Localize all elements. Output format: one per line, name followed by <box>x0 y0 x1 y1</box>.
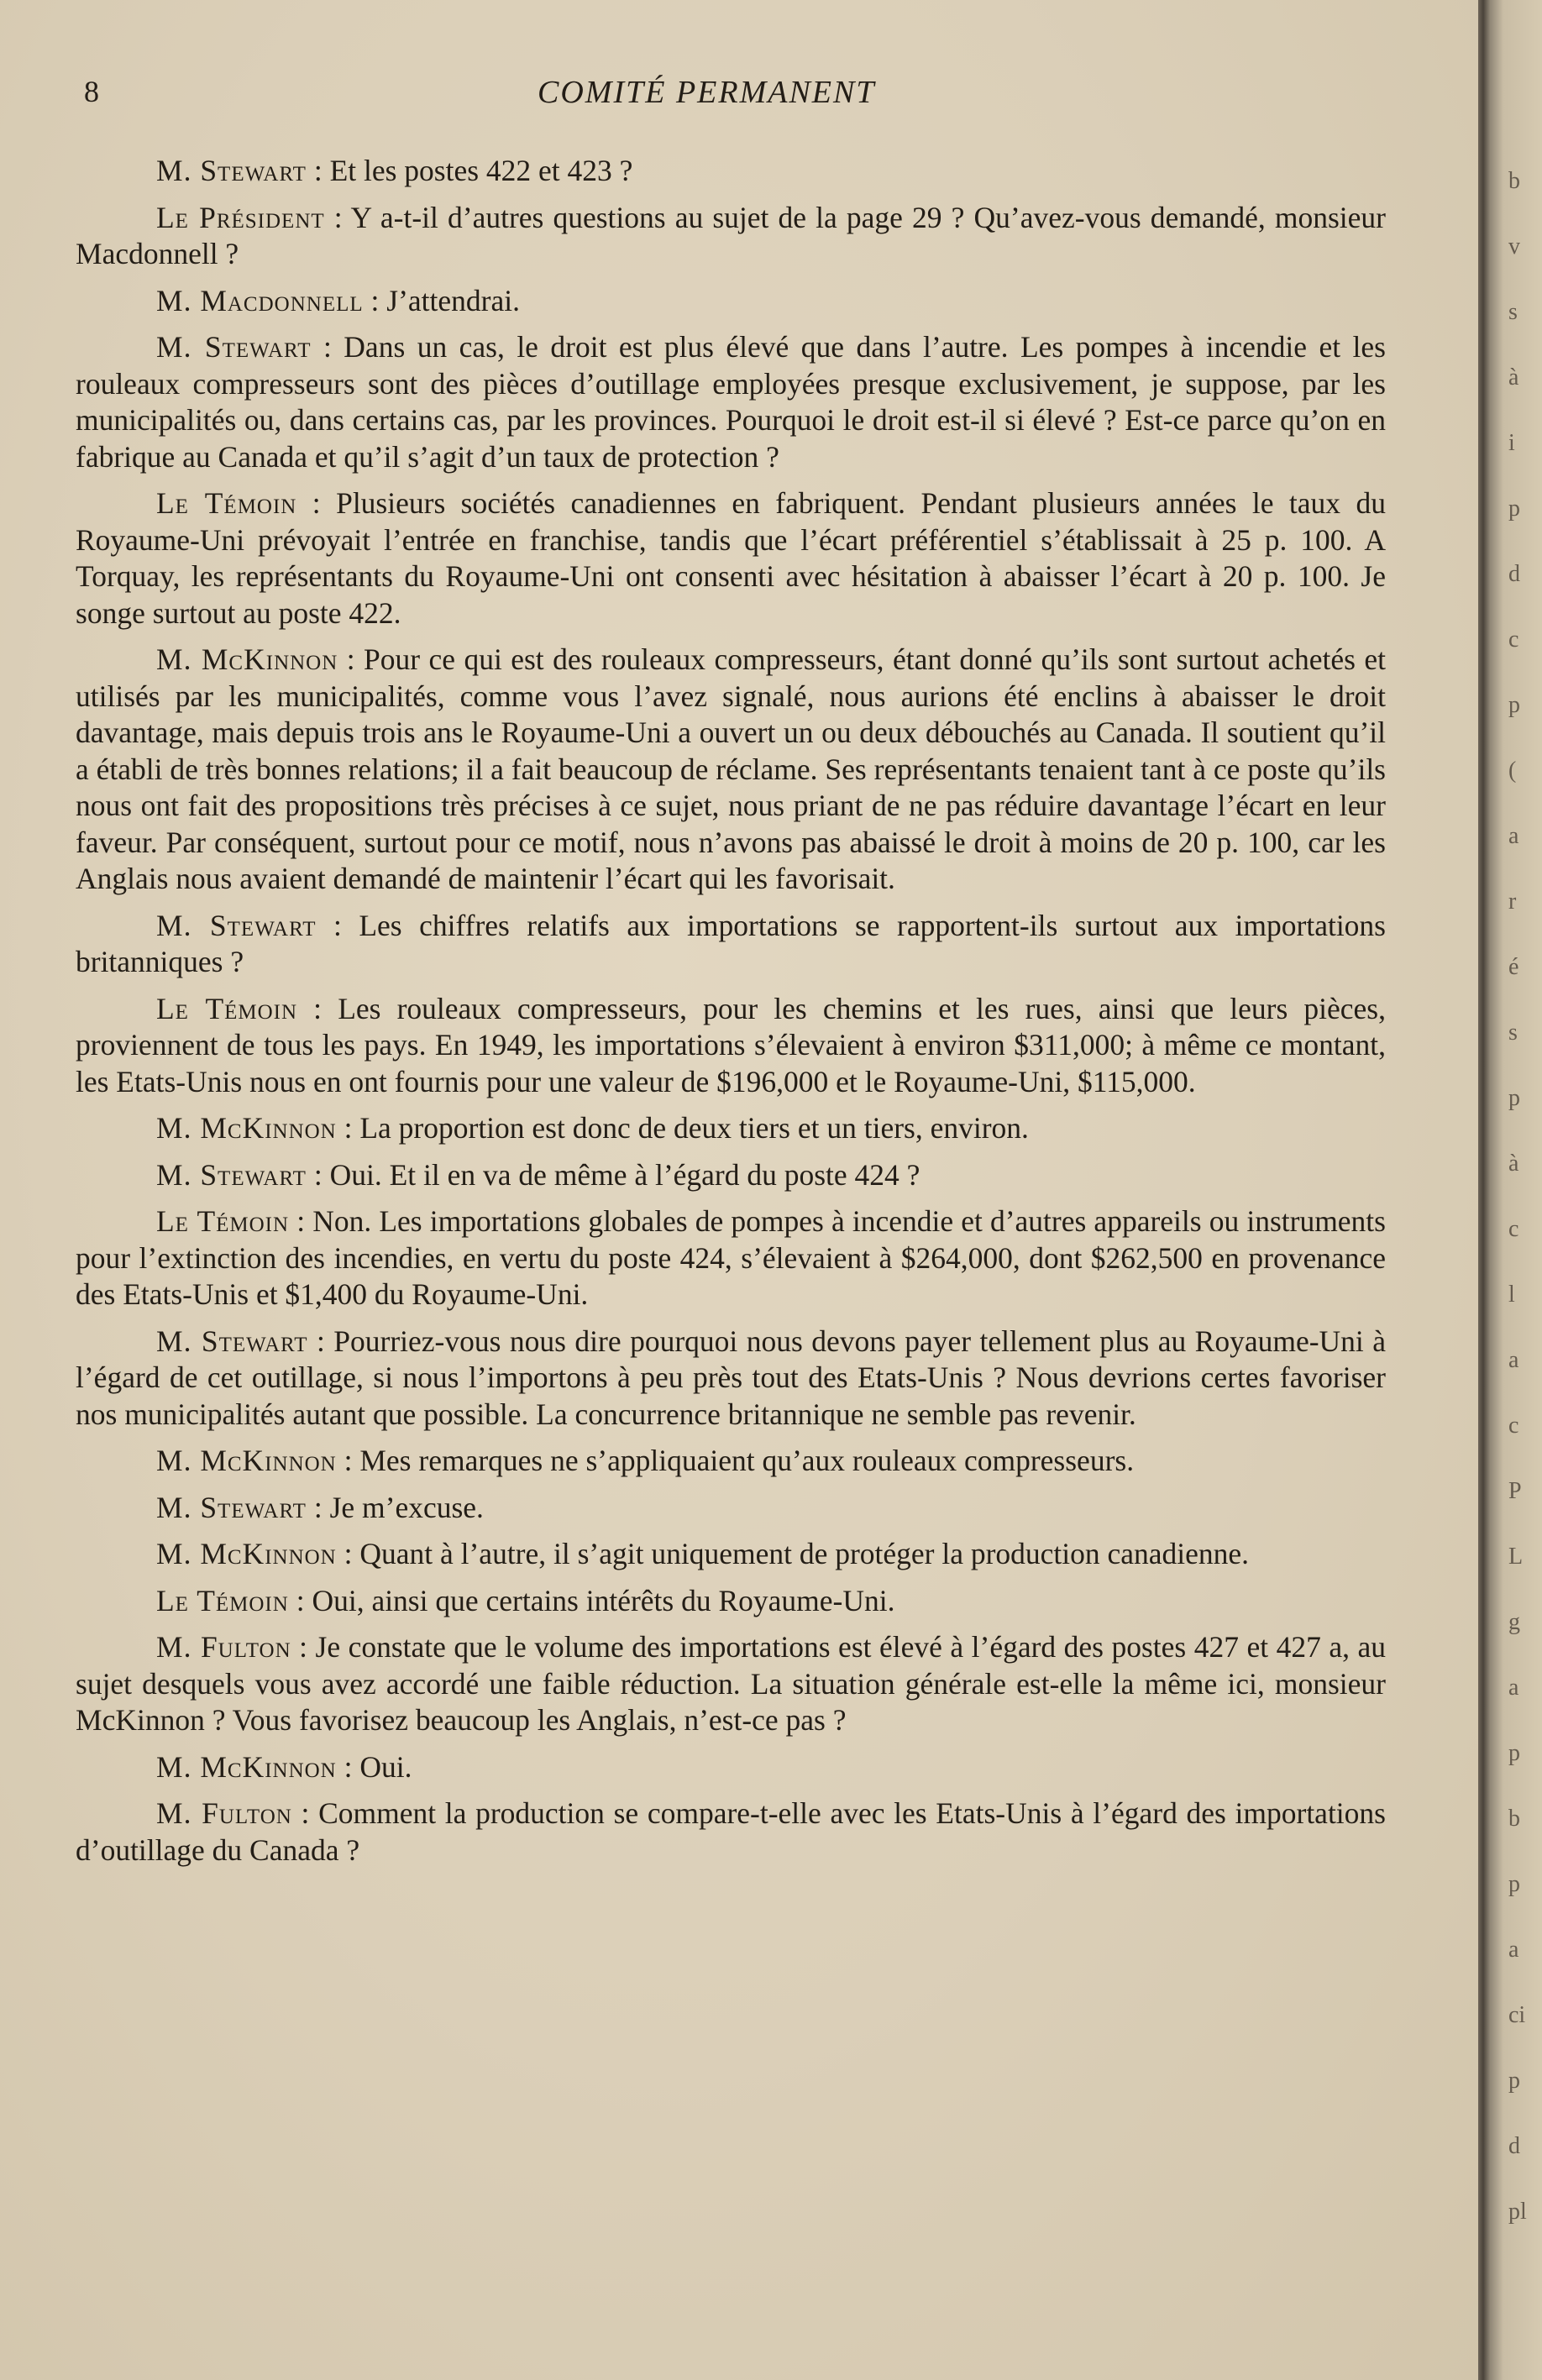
speech-text: Oui. <box>359 1749 412 1784</box>
transcript-paragraph <box>76 991 1386 1101</box>
gutter-fragment: s <box>1508 1020 1518 1046</box>
speaker-name: M. Stewart <box>156 908 317 942</box>
gutter-fragment: v <box>1508 233 1520 259</box>
speaker-name: Le Témoin <box>156 1204 290 1238</box>
document-body <box>76 153 1386 1879</box>
speaker-name: M. Stewart <box>156 1324 308 1358</box>
gutter-fragment: p <box>1508 1085 1520 1111</box>
gutter-fragment: é <box>1508 954 1519 980</box>
transcript-paragraph <box>76 908 1386 981</box>
speech-text: Les rouleaux compresseurs, pour les chemins et les rues, ainsi que leurs pièces, proviennent de tous les pays. En 1949, les importations s’élevaient à environ $311,000; à même ce montant, les Etats-Unis nous en ont fournis pour une valeur de $196,000 et le Royaume-Uni, $115,000. <box>76 991 1386 1098</box>
speech-text: Y a-t-il d’autres questions au sujet de la page 29 ? Qu’avez-vous demandé, monsieur Macdonnell ? <box>76 200 1387 270</box>
gutter-fragment: a <box>1508 823 1519 849</box>
gutter-fragment: c <box>1508 626 1519 653</box>
speaker-separator: : <box>289 1204 313 1238</box>
page-header <box>0 74 1478 116</box>
speaker-separator: : <box>306 154 330 187</box>
speaker-name: Le Témoin <box>156 486 297 520</box>
gutter-fragment: p <box>1508 1871 1520 1897</box>
speaker-name: M. Stewart <box>156 154 307 187</box>
transcript-paragraph <box>76 642 1386 898</box>
speaker-name: Le Témoin <box>156 1583 289 1617</box>
transcript-paragraph <box>76 1749 1386 1786</box>
speech-text: Les chiffres relatifs aux importations se rapportent-ils surtout aux importations britanniques ? <box>76 908 1386 978</box>
speech-text: Oui. Et il en va de même à l’égard du poste 424 ? <box>329 1157 920 1192</box>
gutter-fragment: c <box>1508 1413 1519 1439</box>
speaker-separator: : <box>316 908 359 942</box>
speaker-name: Le Président <box>156 200 325 234</box>
speaker-separator: : <box>336 1444 360 1477</box>
speech-text: Je constate que le volume des importations est élevé à l’égard des postes 427 et 427 a, au sujet desquels vous avez accordé une faible réduction. La situation générale est-elle la même ici, monsieur McKinnon ? Vous favorisez beaucoup les Anglais, n’est-ce pas ? <box>76 1630 1386 1737</box>
gutter-fragment: a <box>1508 1937 1519 1963</box>
gutter-fragment: à <box>1508 1151 1519 1177</box>
speech-text: Quant à l’autre, il s’agit uniquement de protéger la production canadienne. <box>359 1537 1250 1570</box>
speaker-name: M. McKinnon <box>156 1444 337 1477</box>
speech-text: Pour ce qui est des rouleaux compresseurs, étant donné qu’ils sont surtout achetés et utilisés par les municipalités, comme vous l’avez signalé, nous aurions été enclins à abaisser le droit davantage, mais depuis trois ans le Royaume-Uni a ouvert un ou deux débouchés au Canada. Il soutient qu’il a établi de très bonnes relations; il a fait beaucoup de réclame. Ses représentants tenaient tant à ce poste qu’ils nous ont fait des propositions très précises à ce sujet, nous priant de ne pas réduire davantage l’écart en leur faveur. Par conséquent, surtout pour ce motif, nous n’avons pas abaissé le droit à moins de 20 p. 100, car les Anglais nous avaient demandé de maintenir l’écart qui les favorisait. <box>76 642 1387 895</box>
speaker-separator: : <box>307 1324 334 1358</box>
gutter-fragment: l <box>1508 1282 1515 1308</box>
speaker-name: M. Stewart <box>156 330 312 364</box>
speech-text: Plusieurs sociétés canadiennes en fabriquent. Pendant plusieurs années le taux du Royaume-Uni prévoyait l’entrée en franchise, tandis que l’écart préférentiel s’établissait à 25 p. 100. A Torquay, les représentants du Royaume-Uni ont consenti avec hésitation à abaisser l’écart à 20 p. 100. Je songe surtout au poste 422. <box>76 486 1386 630</box>
speaker-separator: : <box>291 1796 319 1830</box>
speaker-separator: : <box>338 642 365 676</box>
speaker-separator: : <box>297 991 338 1025</box>
speech-text: J’attendrai. <box>386 283 520 317</box>
transcript-paragraph <box>76 1536 1386 1573</box>
gutter-fragment: p <box>1508 2068 1520 2094</box>
transcript-paragraph <box>76 1583 1386 1620</box>
gutter-fragment: r <box>1508 889 1517 915</box>
speaker-separator: : <box>288 1583 312 1617</box>
transcript-paragraph <box>76 1629 1386 1739</box>
speech-text: Et les postes 422 et 423 ? <box>329 154 633 187</box>
gutter-fragment: g <box>1508 1609 1520 1635</box>
speech-text: Pourriez-vous nous dire pourquoi nous devons payer tellement plus au Royaume-Uni à l’égard de cet outillage, si nous l’importons à peu près tout des Etats-Unis ? Nous devrions certes favoriser nos municipalités autant que possible. La concurrence britannique ne semble pas revenir. <box>76 1324 1386 1431</box>
speech-text: Mes remarques ne s’appliquaient qu’aux rouleaux compresseurs. <box>359 1444 1135 1477</box>
speech-text: La proportion est donc de deux tiers et un tiers, environ. <box>359 1111 1029 1145</box>
speaker-separator: : <box>336 1111 360 1145</box>
speaker-separator: : <box>336 1537 360 1570</box>
speech-text: Oui, ainsi que certains intérêts du Royaume-Uni. <box>312 1583 895 1617</box>
transcript-paragraph <box>76 485 1386 632</box>
transcript-paragraph <box>76 1443 1386 1480</box>
transcript-paragraph <box>76 1203 1386 1313</box>
speaker-name: M. Macdonnell <box>156 283 364 317</box>
gutter-fragment: c <box>1508 1216 1519 1242</box>
gutter-fragment: p <box>1508 495 1520 522</box>
speaker-separator: : <box>336 1749 360 1784</box>
gutter-fragment: L <box>1508 1544 1524 1570</box>
speaker-name: M. Fulton <box>156 1796 292 1830</box>
gutter-fragment: ( <box>1508 758 1517 784</box>
gutter-fragment: d <box>1508 2133 1520 2159</box>
gutter-fragment: a <box>1508 1347 1519 1373</box>
speaker-separator: : <box>291 1630 316 1664</box>
gutter-fragment: pl <box>1508 2199 1527 2225</box>
speaker-separator: : <box>363 283 387 317</box>
binding-gutter <box>1478 0 1542 2380</box>
speaker-separator: : <box>311 330 344 364</box>
gutter-fragment: d <box>1508 561 1520 587</box>
speaker-name: Le Témoin <box>156 991 298 1025</box>
running-head: COMITÉ PERMANENT <box>538 75 876 110</box>
speaker-separator: : <box>296 486 337 520</box>
speaker-name: M. Fulton <box>156 1630 291 1664</box>
transcript-paragraph <box>76 153 1386 190</box>
speaker-name: M. McKinnon <box>156 642 338 676</box>
speaker-name: M. McKinnon <box>156 1111 337 1145</box>
page-number: 8 <box>84 75 99 108</box>
gutter-fragment: à <box>1508 364 1519 391</box>
speaker-name: M. McKinnon <box>156 1749 337 1784</box>
speaker-name: M. Stewart <box>156 1157 307 1192</box>
speech-text: Dans un cas, le droit est plus élevé que dans l’autre. Les pompes à incendie et les rouleaux compresseurs sont des pièces d’outillage employées presque exclusivement, je suppose, par les municipalités ou, dans certains cas, par les provinces. Pourquoi le droit est-il si élevé ? Est-ce parce qu’on en fabrique au Canada et qu’il s’agit d’un taux de protection ? <box>76 330 1386 474</box>
transcript-paragraph <box>76 329 1386 475</box>
transcript-paragraph <box>76 1795 1386 1869</box>
transcript-paragraph <box>76 1490 1386 1527</box>
transcript-paragraph <box>76 283 1386 320</box>
transcript-paragraph <box>76 1324 1386 1434</box>
speaker-name: M. Stewart <box>156 1490 307 1524</box>
transcript-paragraph <box>76 200 1386 273</box>
transcript-paragraph <box>76 1157 1386 1194</box>
gutter-fragment: p <box>1508 1740 1520 1766</box>
gutter-fragment: b <box>1508 1806 1520 1832</box>
gutter-fragment: b <box>1508 168 1520 194</box>
gutter-fragment: p <box>1508 692 1520 718</box>
gutter-fragment: a <box>1508 1675 1519 1701</box>
gutter-fragment: ci <box>1508 2002 1526 2028</box>
speaker-separator: : <box>306 1157 330 1192</box>
speaker-separator: : <box>324 200 351 234</box>
gutter-fragment: i <box>1508 430 1515 456</box>
speaker-separator: : <box>306 1490 330 1524</box>
gutter-fragment: s <box>1508 299 1518 325</box>
gutter-fragment: P <box>1508 1478 1522 1504</box>
transcript-paragraph <box>76 1110 1386 1147</box>
speech-text: Non. Les importations globales de pompes à incendie et d’autres appareils ou instruments pour l’extinction des incendies, en vertu du poste 424, s’élevaient à $264,000, dont $262,500 en provenance des Etats-Unis et $1,400 du Royaume-Uni. <box>76 1204 1386 1311</box>
speech-text: Comment la production se compare-t-elle avec les Etats-Unis à l’égard des importations d’outillage du Canada ? <box>76 1796 1386 1867</box>
speech-text: Je m’excuse. <box>329 1490 484 1524</box>
speaker-name: M. McKinnon <box>156 1537 337 1570</box>
